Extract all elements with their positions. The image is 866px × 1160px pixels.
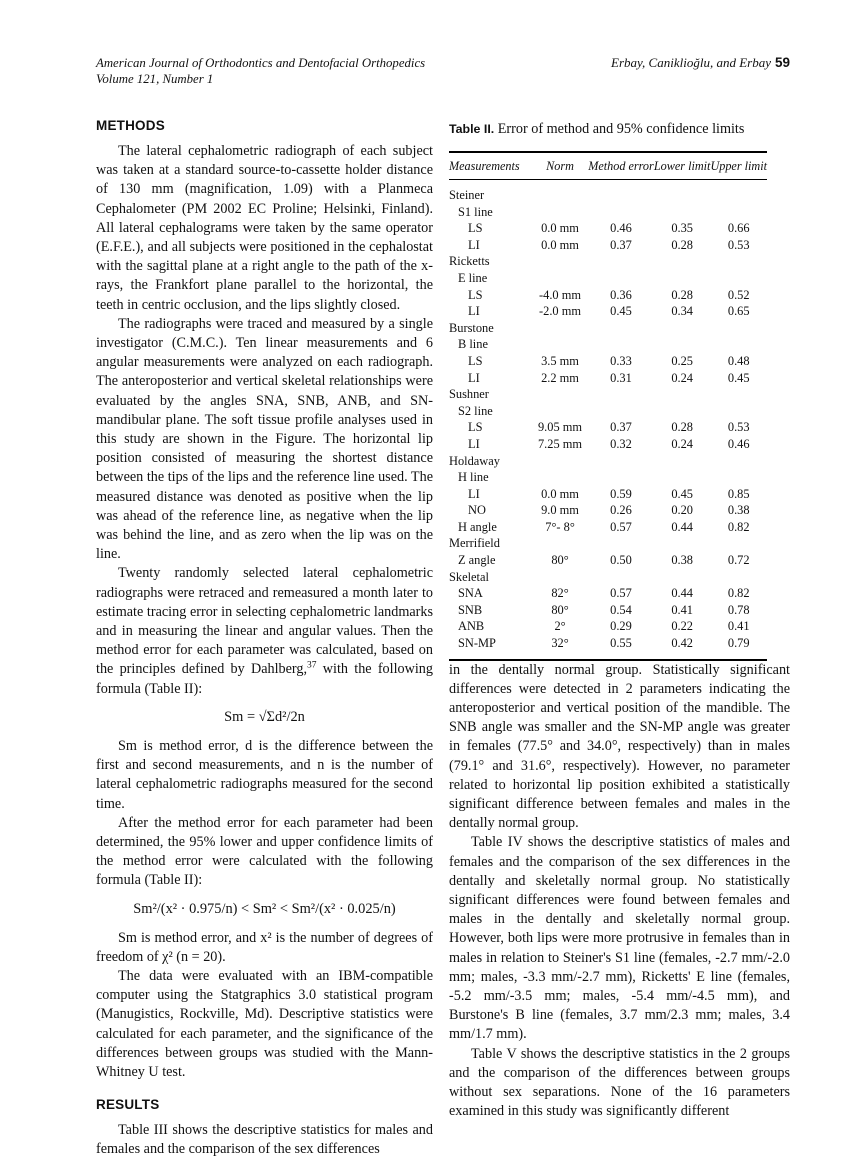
- table-caption: Error of method and 95% confidence limits: [494, 121, 745, 137]
- column-header: Lower limit: [654, 152, 711, 180]
- table-value: 0.45: [727, 370, 750, 385]
- measurement-label: LS: [468, 287, 483, 302]
- measurement-label: S1 line: [458, 204, 493, 219]
- table-row: [449, 569, 767, 586]
- table-value: [588, 535, 654, 552]
- table-row: [449, 270, 767, 287]
- confidence-limits-formula: Sm²/(x² · 0.975/n) < Sm² < Sm²/(x² · 0.025/n): [133, 900, 396, 917]
- table-value: 0.41: [671, 602, 693, 617]
- table-row: [449, 535, 767, 552]
- table-row: [449, 519, 767, 536]
- table-row: [449, 180, 767, 204]
- table-value: [710, 336, 767, 353]
- measurement-label: SN-MP: [458, 636, 496, 651]
- table-row: [449, 353, 767, 370]
- table-value: [654, 270, 711, 287]
- table-value: 2°: [554, 619, 566, 634]
- table-value: 0.36: [610, 287, 632, 302]
- measurement-label: H line: [458, 470, 489, 485]
- results-heading: RESULTS: [96, 1097, 160, 1113]
- table-value: [532, 336, 588, 353]
- results-continuation-paragraph: in the dentally normal group. Statistically significant differences were detected in 2 parameters indicating the anteroposterior and vertical position of the mandible. The SNB angle was smaller and the SN-MP angle was greater in females (77.5° and 34.0°, respectively) than in males (79.1° and 31.6°, respectively). However, no parameter related to horizontal lip position exhibited a statistically significant difference between females and males in the dentally normal group.: [449, 661, 790, 832]
- table-value: 82°: [551, 586, 569, 601]
- table-value: 9.05 mm: [537, 420, 583, 435]
- table-value: 0.32: [610, 436, 632, 451]
- table-row: [449, 436, 767, 453]
- table-value: [532, 453, 588, 470]
- table-value: [710, 320, 767, 337]
- methods-paragraph-7: The data were evaluated with an IBM-compatible computer using the Statgraphics 3.0 statistical program (Manugistics, Rockville, Md). Descriptive statistics were calculated for each parameter, and the significance of the differences between groups was studied with the Mann-Whitney U test.: [96, 967, 433, 1080]
- table-value: 0.59: [610, 486, 632, 501]
- table-value: 0.20: [671, 503, 693, 518]
- table-value: 0.85: [727, 486, 750, 501]
- table-value: 0.28: [671, 287, 693, 302]
- column-header: Norm: [532, 152, 588, 180]
- table-value: 0.50: [610, 553, 632, 568]
- table-value: [654, 320, 711, 337]
- table-value: 0.53: [727, 237, 750, 252]
- table-value: 0.46: [610, 221, 632, 236]
- table-value: 80°: [551, 553, 569, 568]
- table-row: [449, 204, 767, 221]
- measurement-label: ANB: [458, 619, 485, 634]
- page-number: 59: [774, 55, 790, 70]
- table-value: 0.48: [727, 353, 750, 368]
- table-value: [532, 569, 588, 586]
- table-value: 0.38: [671, 553, 693, 568]
- measurement-label: Holdaway: [449, 453, 500, 468]
- table-value: [710, 469, 767, 486]
- results-paragraph-3: Table V shows the descriptive statistics in the 2 groups and the comparison of the differences between groups without sex separations. None of the 16 parameters examined in this study was significantly different: [449, 1045, 790, 1120]
- table-row: [449, 502, 767, 519]
- table-value: [532, 386, 588, 403]
- table-value: [710, 535, 767, 552]
- table-value: 0.78: [727, 602, 750, 617]
- table-value: [588, 453, 654, 470]
- table-value: [532, 204, 588, 221]
- running-head: [96, 55, 790, 87]
- table-value: [654, 403, 711, 420]
- table-row: [449, 618, 767, 635]
- table-value: [654, 336, 711, 353]
- measurement-label: E line: [458, 270, 488, 285]
- table-value: 0.65: [727, 304, 750, 319]
- table-value: [532, 320, 588, 337]
- measurement-label: Merrifield: [449, 536, 500, 551]
- table-row: [449, 453, 767, 470]
- table-value: [588, 469, 654, 486]
- table-value: [710, 204, 767, 221]
- measurement-label: Ricketts: [449, 254, 490, 269]
- table-value: [588, 180, 654, 204]
- table-value: [532, 253, 588, 270]
- table-value: 0.25: [671, 353, 693, 368]
- measurement-label: Burstone: [449, 320, 494, 335]
- table-row: [449, 386, 767, 403]
- column-header: Method error: [588, 152, 654, 180]
- table-value: 0.45: [671, 486, 693, 501]
- table-value: 0.34: [671, 304, 693, 319]
- table-header-row: [449, 152, 767, 180]
- table-row: [449, 287, 767, 304]
- table-row: [449, 419, 767, 436]
- authors-block: [611, 55, 790, 71]
- table-value: 0.29: [610, 619, 632, 634]
- measurement-label: SNB: [458, 602, 483, 617]
- table-value: 0.46: [727, 436, 750, 451]
- measurement-label: Steiner: [449, 188, 485, 202]
- table-row: [449, 220, 767, 237]
- table-value: 0.22: [671, 619, 693, 634]
- table-row: [449, 320, 767, 337]
- table-value: [588, 270, 654, 287]
- measurement-label: LS: [468, 221, 483, 236]
- column-header: Measurements: [449, 152, 532, 180]
- table-value: [532, 403, 588, 420]
- table-value: 0.52: [727, 287, 750, 302]
- table-value: 2.2 mm: [541, 370, 579, 385]
- methods-paragraph-4: Sm is method error, d is the difference between the first and second measurements, and n is the number of lateral cephalometric radiographs measured for the second time.: [96, 737, 433, 812]
- measurement-label: LI: [468, 304, 480, 319]
- table-value: 9.0 mm: [541, 503, 579, 518]
- table-value: 0.0 mm: [541, 237, 579, 252]
- authors: Erbay, Caniklioğlu, and Erbay: [611, 55, 771, 70]
- table-value: 0.38: [727, 503, 750, 518]
- table-label: Table II.: [449, 122, 495, 136]
- column-header: Upper limit: [710, 152, 767, 180]
- table-value: [532, 180, 588, 204]
- reference-superscript: 37: [307, 660, 317, 671]
- measurement-label: LS: [468, 420, 483, 435]
- table-row: [449, 469, 767, 486]
- paragraph-3-continuation: with the following formula (Table II):: [96, 661, 433, 697]
- table-value: 0.45: [610, 304, 632, 319]
- table-value: 7°- 8°: [545, 519, 575, 534]
- table-value: 0.26: [610, 503, 632, 518]
- table-value: [710, 403, 767, 420]
- table-value: 0.53: [727, 420, 750, 435]
- table-value: [654, 453, 711, 470]
- table-value: [710, 453, 767, 470]
- measurement-label: SNA: [458, 586, 483, 601]
- table-value: [588, 386, 654, 403]
- table-value: [710, 253, 767, 270]
- table-value: 0.72: [727, 553, 750, 568]
- measurement-label: LI: [468, 486, 480, 501]
- measurement-label: LI: [468, 370, 480, 385]
- table-value: [654, 386, 711, 403]
- table-value: [588, 569, 654, 586]
- measurement-label: NO: [468, 503, 486, 518]
- table-value: [654, 204, 711, 221]
- table-value: 0.0 mm: [541, 221, 579, 236]
- methods-paragraph-5: After the method error for each parameter had been determined, the 95% lower and upper confidence limits of the method error were calculated with the following formula (Table II):: [96, 814, 433, 889]
- table-value: 0.57: [610, 519, 632, 534]
- methods-heading: METHODS: [96, 118, 165, 133]
- table-value: [588, 336, 654, 353]
- table-value: 0.82: [727, 519, 750, 534]
- methods-paragraph-1: The lateral cephalometric radiograph of each subject was taken at a standard source-to-cassette holder distance of 130 mm (magnification, 1.09) with a Planmeca Cephalometer (PM 2002 EC Proline; Helsinki, Finland). All lateral cephalograms were taken by the same operator (E.F.E.), and all subjects were positioned in the cephalostat with the sagittal plane at a right angle to the path of the x-rays, the Frankfort plane parallel to the horizontal, the teeth in centric occlusion, and the lips slightly closed.: [96, 143, 433, 313]
- table-value: [710, 569, 767, 586]
- table-value: [588, 204, 654, 221]
- table-row: [449, 303, 767, 320]
- table-value: 0.66: [727, 221, 750, 236]
- journal-name: American Journal of Orthodontics and Dentofacial Orthopedics: [96, 56, 426, 70]
- left-column: [96, 118, 433, 1160]
- methods-paragraph-2: The radiographs were traced and measured by a single investigator (C.M.C.). Ten linear measurements and 6 angular measurements were analyzed on each radiograph. The anteroposterior and vertical skeletal relationships were evaluated by the angles SNA, SNB, ANB, and SN-mandibular plane. The soft tissue profile analyses used in this study are shown in the Figure. The horizontal lip position consisted of measuring the shortest distance between the tips of the lips and the reference line used. The measured distance was denoted as positive when the lip was ahead of the reference line, as negative when the lip was behind the line, and as zero when the lip was on the line.: [96, 315, 433, 563]
- table-value: 0.37: [610, 237, 632, 252]
- table-value: 0.37: [610, 420, 632, 435]
- method-error-formula: Sm = √Σd²/2n: [224, 708, 305, 725]
- table-row: [449, 403, 767, 420]
- measurement-label: LI: [468, 237, 480, 252]
- table-value: 3.5 mm: [541, 353, 579, 368]
- measurement-label: Sushner: [449, 387, 489, 402]
- measurement-label: S2 line: [458, 403, 493, 418]
- table-value: 0.41: [727, 619, 750, 634]
- table-value: 32°: [551, 636, 569, 651]
- table-row: [449, 552, 767, 569]
- table-value: [710, 386, 767, 403]
- table-value: [532, 535, 588, 552]
- table-value: [588, 403, 654, 420]
- table-value: -2.0 mm: [539, 304, 582, 319]
- table-value: 0.24: [671, 436, 693, 451]
- table-value: 0.24: [671, 370, 693, 385]
- table-value: 0.28: [671, 420, 693, 435]
- table-value: 0.57: [610, 586, 632, 601]
- table-row: [449, 237, 767, 254]
- table-value: 0.31: [610, 370, 632, 385]
- table-value: 0.79: [727, 636, 750, 651]
- table-value: [654, 253, 711, 270]
- measurement-label: H angle: [458, 519, 497, 534]
- table-value: [654, 180, 711, 204]
- table-value: 0.44: [671, 586, 693, 601]
- table-value: 0.28: [671, 237, 693, 252]
- measurement-label: LS: [468, 353, 483, 368]
- table-value: 0.82: [727, 586, 750, 601]
- methods-paragraph-6: Sm is method error, and x² is the number of degrees of freedom of χ² (n = 20).: [96, 929, 433, 965]
- measurement-label: B line: [458, 337, 488, 352]
- table-value: [588, 320, 654, 337]
- table-value: [532, 469, 588, 486]
- table-row: [449, 336, 767, 353]
- measurement-label: Z angle: [458, 553, 496, 568]
- right-column: [449, 120, 790, 1122]
- table-value: 0.44: [671, 519, 693, 534]
- table-row: [449, 602, 767, 619]
- table-value: [588, 253, 654, 270]
- table-value: 7.25 mm: [537, 436, 583, 451]
- measurement-label: Skeletal: [449, 569, 489, 584]
- table-value: 0.35: [671, 221, 693, 236]
- table-row: [449, 370, 767, 387]
- table-value: [654, 569, 711, 586]
- table-value: 0.42: [671, 636, 693, 651]
- table-value: -4.0 mm: [539, 287, 582, 302]
- table-value: 80°: [551, 602, 569, 617]
- table-value: [654, 535, 711, 552]
- table-row: [449, 253, 767, 270]
- table-value: 0.0 mm: [541, 486, 579, 501]
- table-value: [654, 469, 711, 486]
- table-value: 0.54: [610, 602, 632, 617]
- methods-paragraph-3: [96, 564, 433, 698]
- journal-name-block: [96, 55, 425, 87]
- table-row: [449, 635, 767, 660]
- table-value: [710, 180, 767, 204]
- measurement-label: LI: [468, 436, 480, 451]
- table-body: [449, 180, 767, 660]
- table-value: [710, 270, 767, 287]
- table-value: 0.33: [610, 353, 632, 368]
- table-title: [449, 120, 790, 138]
- results-paragraph-2: Table IV shows the descriptive statistics of males and females and the comparison of the sex differences in the dentally and skeletally normal group. No statistically significant differences were found between females and males in the dentally and skeletally normal group. However, both lips were more protrusive in females than in males in relation to Steiner's S1 line (females, -2.7 mm/-2.0 mm; males, -3.3 mm/-2.7 mm), Ricketts' E line (females, -5.2 mm/-3.5 mm; males, -5.4 mm/-4.5 mm), and Burstone's B line (females, 3.7 mm/2.3 mm; males, 3.4 mm/1.7 mm).: [449, 834, 790, 1043]
- table-row: [449, 486, 767, 503]
- table-row: [449, 585, 767, 602]
- table-value: [532, 270, 588, 287]
- paragraph-3-text: Twenty randomly selected lateral cephalometric radiographs were retraced and remeasured a month later to estimate tracing error in selecting cephalometric landmarks and in measuring the linear and angular values. Then the method error for each parameter was calculated, based on the principles defined by Dahlberg,: [96, 565, 433, 678]
- error-of-method-table: [449, 151, 767, 661]
- results-paragraph-1: Table III shows the descriptive statistics for males and females and the comparison of the sex differences: [96, 1122, 433, 1158]
- table-value: 0.55: [610, 636, 632, 651]
- journal-volume: Volume 121, Number 1: [96, 72, 214, 86]
